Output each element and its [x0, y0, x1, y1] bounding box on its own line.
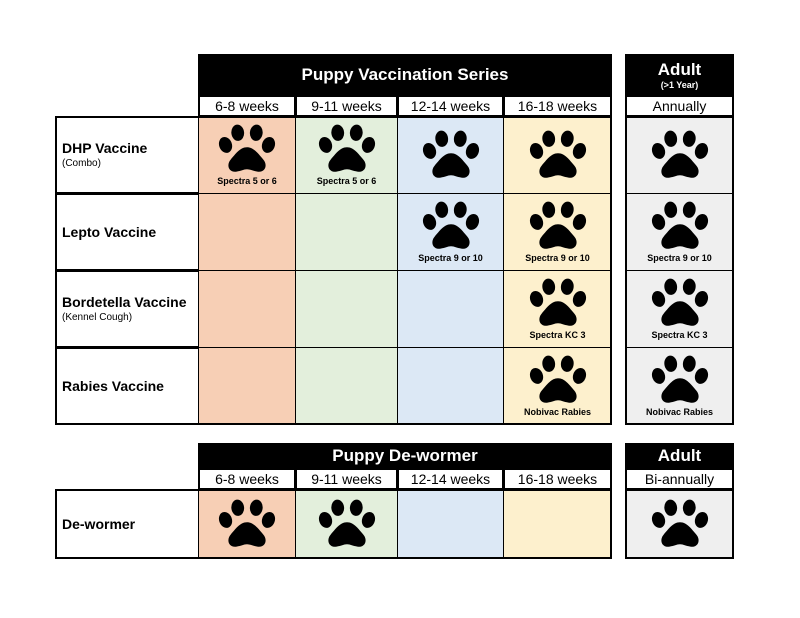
vaccination-adult-grid-border: [625, 116, 734, 425]
vaccination-column-16-18-weeks: 16-18 weeks: [503, 95, 612, 117]
vaccine-product-label: Nobivac Rabies: [523, 406, 592, 417]
vaccination-adult-subtitle: (>1 Year): [660, 79, 699, 90]
row-name: DHP Vaccine: [62, 140, 148, 156]
vaccine-product-label: Spectra 9 or 10: [525, 252, 590, 263]
dewormer-column-6-8-weeks: 6-8 weeks: [198, 468, 296, 490]
vaccination-series-title: Puppy Vaccination Series: [301, 65, 509, 84]
vaccination-series-header: [198, 54, 612, 96]
vaccination-adult-title: Adult: [657, 59, 702, 79]
row-name: De-wormer: [62, 516, 136, 532]
vaccination-column-12-14-weeks: 12-14 weeks: [397, 95, 504, 117]
row-subtitle: (Combo): [62, 158, 101, 169]
vaccine-product-label: Spectra 9 or 10: [418, 252, 483, 263]
row-subtitle: (Kennel Cough): [62, 312, 133, 323]
dewormer-title: Puppy De-wormer: [332, 446, 478, 465]
dewormer-column-16-18-weeks: 16-18 weeks: [503, 468, 612, 490]
vaccine-product-label: Spectra KC 3: [529, 329, 586, 340]
vaccine-product-label: Spectra 5 or 6: [316, 175, 377, 186]
vaccination-column-9-11-weeks: 9-11 weeks: [295, 95, 398, 117]
dewormer-adult-title: Adult: [657, 446, 702, 465]
dewormer-header: [198, 443, 612, 469]
vaccine-product-label: Nobivac Rabies: [645, 406, 714, 417]
vaccine-product-label: Spectra 5 or 6: [217, 175, 277, 186]
vaccination-column-6-8-weeks: 6-8 weeks: [198, 95, 296, 117]
vaccination-column-adult-annually: Annually: [625, 95, 734, 117]
row-name: Bordetella Vaccine: [62, 294, 187, 310]
vaccine-product-label: Spectra KC 3: [651, 329, 708, 340]
vaccine-product-label: Spectra 9 or 10: [647, 252, 712, 263]
dewormer-adult-grid-border: [625, 489, 734, 559]
row-name: Lepto Vaccine: [62, 224, 157, 240]
row-name: Rabies Vaccine: [62, 378, 164, 394]
dewormer-column-9-11-weeks: 9-11 weeks: [295, 468, 398, 490]
dewormer-adult-header: [625, 443, 734, 469]
vaccination-grid-border: [55, 116, 612, 425]
dewormer-column-adult-bi-annually: Bi-annually: [625, 468, 734, 490]
vaccination-adult-header: [625, 54, 734, 96]
dewormer-grid-border: [55, 489, 612, 559]
dewormer-column-12-14-weeks: 12-14 weeks: [397, 468, 504, 490]
